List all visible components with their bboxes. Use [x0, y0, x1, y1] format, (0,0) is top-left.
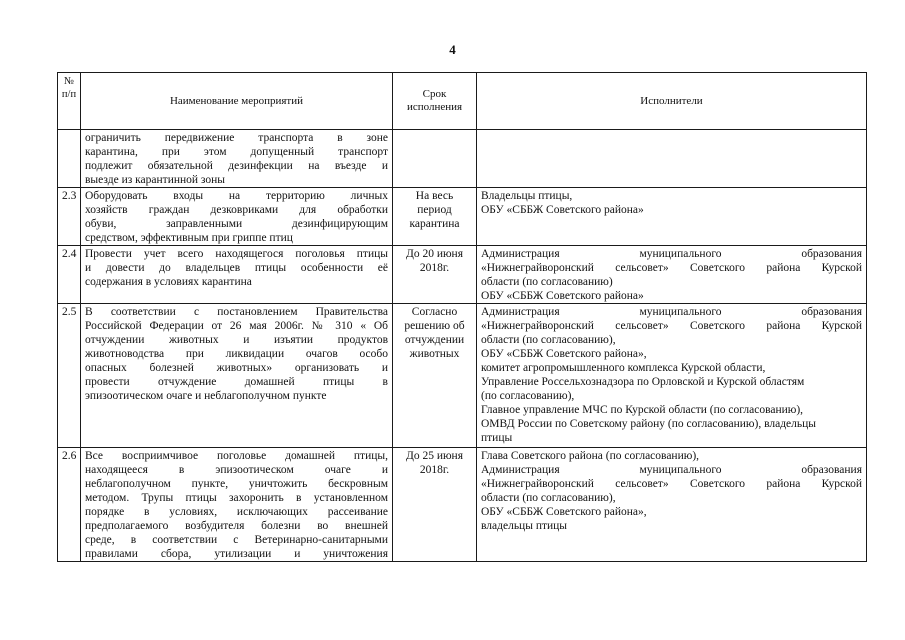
text-line: и довести до владельцев птицы особенности её [85, 262, 388, 274]
text-line: методом. Трупы птицы захоронить в установленном [85, 492, 388, 504]
executors-cell [477, 448, 867, 562]
text-line: В соответствии с постановлением Правительства [85, 306, 388, 318]
text-line: среде, в соответствии с Ветеринарно-санитарными [85, 534, 388, 546]
text-line: До 25 июня [405, 450, 464, 462]
text-line: «Нижнеграйворонский сельсовет» Советского района Курской [481, 320, 862, 332]
text-line: ОБУ «СББЖ Советского района», [481, 506, 647, 518]
text-line: ОБУ «СББЖ Советского района» [481, 290, 644, 302]
text-line: области (по согласованию), [481, 492, 616, 504]
text-line: Главное управление МЧС по Курской области (по согласованию), [481, 404, 804, 416]
deadline-cell [393, 304, 477, 448]
header-measure-name: Наименование мероприятий [81, 73, 393, 130]
text-line: эпизоотическом очаге и неблагополучном пункте [85, 390, 327, 402]
text-line: Администрация муниципального образования [481, 306, 862, 318]
text-line: содержания в условиях карантина [85, 276, 252, 288]
text-line: опасных болезней животных» организовать и [85, 362, 388, 374]
text-line: выезде из карантинной зоны [85, 174, 226, 186]
text-line: «Нижнеграйворонский сельсовет» Советского района Курской [481, 478, 862, 490]
text-line: подлежит обязательной дезинфекции на въезде и [85, 160, 388, 172]
text-line: 2018г. [419, 464, 450, 476]
text-line: порядке в условиях, исключающих рассеивание [85, 506, 388, 518]
row-number: 2.5 [58, 304, 81, 448]
row-number: 2.4 [58, 246, 81, 304]
text-line: неблагополучном пункте, уничтожить бескровным [85, 478, 388, 490]
executors-cell [477, 130, 867, 188]
executors-cell [477, 304, 867, 448]
row-number: 2.6 [58, 448, 81, 562]
text-line: Оборудовать входы на территорию личных [85, 190, 388, 202]
text-line: (по согласованию), [481, 390, 575, 402]
text-line: До 20 июня [405, 248, 464, 260]
deadline-cell [393, 246, 477, 304]
text-line: области (по согласованию), [481, 334, 616, 346]
row-number [58, 130, 81, 188]
deadline-cell [393, 188, 477, 246]
header-deadline: Срок исполнения [393, 73, 477, 130]
text-line: карантина, при этом допущенный транспорт [85, 146, 388, 158]
text-line: период [417, 204, 452, 216]
text-line: 2018г. [419, 262, 450, 274]
measure-name-cell [81, 188, 393, 246]
text-line: Все восприимчивое поголовье домашней птицы, [85, 450, 388, 462]
header-executors: Исполнители [477, 73, 867, 130]
text-line: Администрация муниципального образования [481, 248, 862, 260]
text-line: птицы [481, 432, 513, 444]
executors-cell [477, 188, 867, 246]
header-number: № п/п [58, 73, 81, 130]
measure-name-cell [81, 448, 393, 562]
text-line: «Нижнеграйворонский сельсовет» Советского района Курской [481, 262, 862, 274]
text-line: ОБУ «СББЖ Советского района», [481, 348, 647, 360]
text-line: предполагаемого возбудителя болезни во внешней [85, 520, 388, 532]
row-number: 2.3 [58, 188, 81, 246]
executors-cell [477, 246, 867, 304]
text-line: Управление Россельхознадзора по Орловской и Курской областям [481, 376, 805, 388]
measure-name-cell [81, 130, 393, 188]
measure-name-cell [81, 304, 393, 448]
table-row [58, 246, 867, 304]
text-line: комитет агропромышленного комплекса Курской области, [481, 362, 766, 374]
text-line: Российской Федерации от 26 мая 2006г. № 310 « Об [85, 320, 388, 332]
text-line: ограничить передвижение транспорта в зоне [85, 132, 388, 144]
text-line: На весь [415, 190, 454, 202]
text-line: обуви, заправленными дезинфицирующим [85, 218, 388, 230]
text-line: владельцы птицы [481, 520, 568, 532]
text-line: отчуждении животных и изъятии продуктов [85, 334, 388, 346]
text-line: животных [409, 348, 460, 360]
text-line: хозяйств граждан дезковриками для обработки [85, 204, 388, 216]
text-line: Согласно [411, 306, 458, 318]
text-line: средством, эффективным при гриппе птиц [85, 232, 293, 244]
table-row [58, 130, 867, 188]
text-line: ОБУ «СББЖ Советского района» [481, 204, 644, 216]
text-line: карантина [409, 218, 460, 230]
deadline-cell [393, 448, 477, 562]
text-line: Глава Советского района (по согласованию), [481, 450, 700, 462]
text-line: провести отчуждение домашней птицы в [85, 376, 388, 388]
text-line: ОМВД России по Советскому району (по согласованию), владельцы [481, 418, 817, 430]
table-row [58, 448, 867, 562]
text-line: Администрация муниципального образования [481, 464, 862, 476]
text-line: находящееся в эпизоотическом очаге и [85, 464, 388, 476]
measure-name-cell [81, 246, 393, 304]
table-row [58, 304, 867, 448]
text-line: отчуждении [404, 334, 465, 346]
text-line: животноводства при ликвидации очагов особо [85, 348, 388, 360]
deadline-cell [393, 130, 477, 188]
text-line: правилами сбора, утилизации и уничтожения [85, 548, 388, 560]
table-row [58, 188, 867, 246]
text-line: Владельцы птицы, [481, 190, 573, 202]
text-line: Провести учет всего находящегося поголовья птицы [85, 248, 388, 260]
text-line: решению об [404, 320, 465, 332]
measures-table [57, 72, 867, 562]
table-header-row [58, 73, 867, 130]
page-number: 4 [449, 42, 456, 57]
text-line: области (по согласованию) [481, 276, 613, 288]
